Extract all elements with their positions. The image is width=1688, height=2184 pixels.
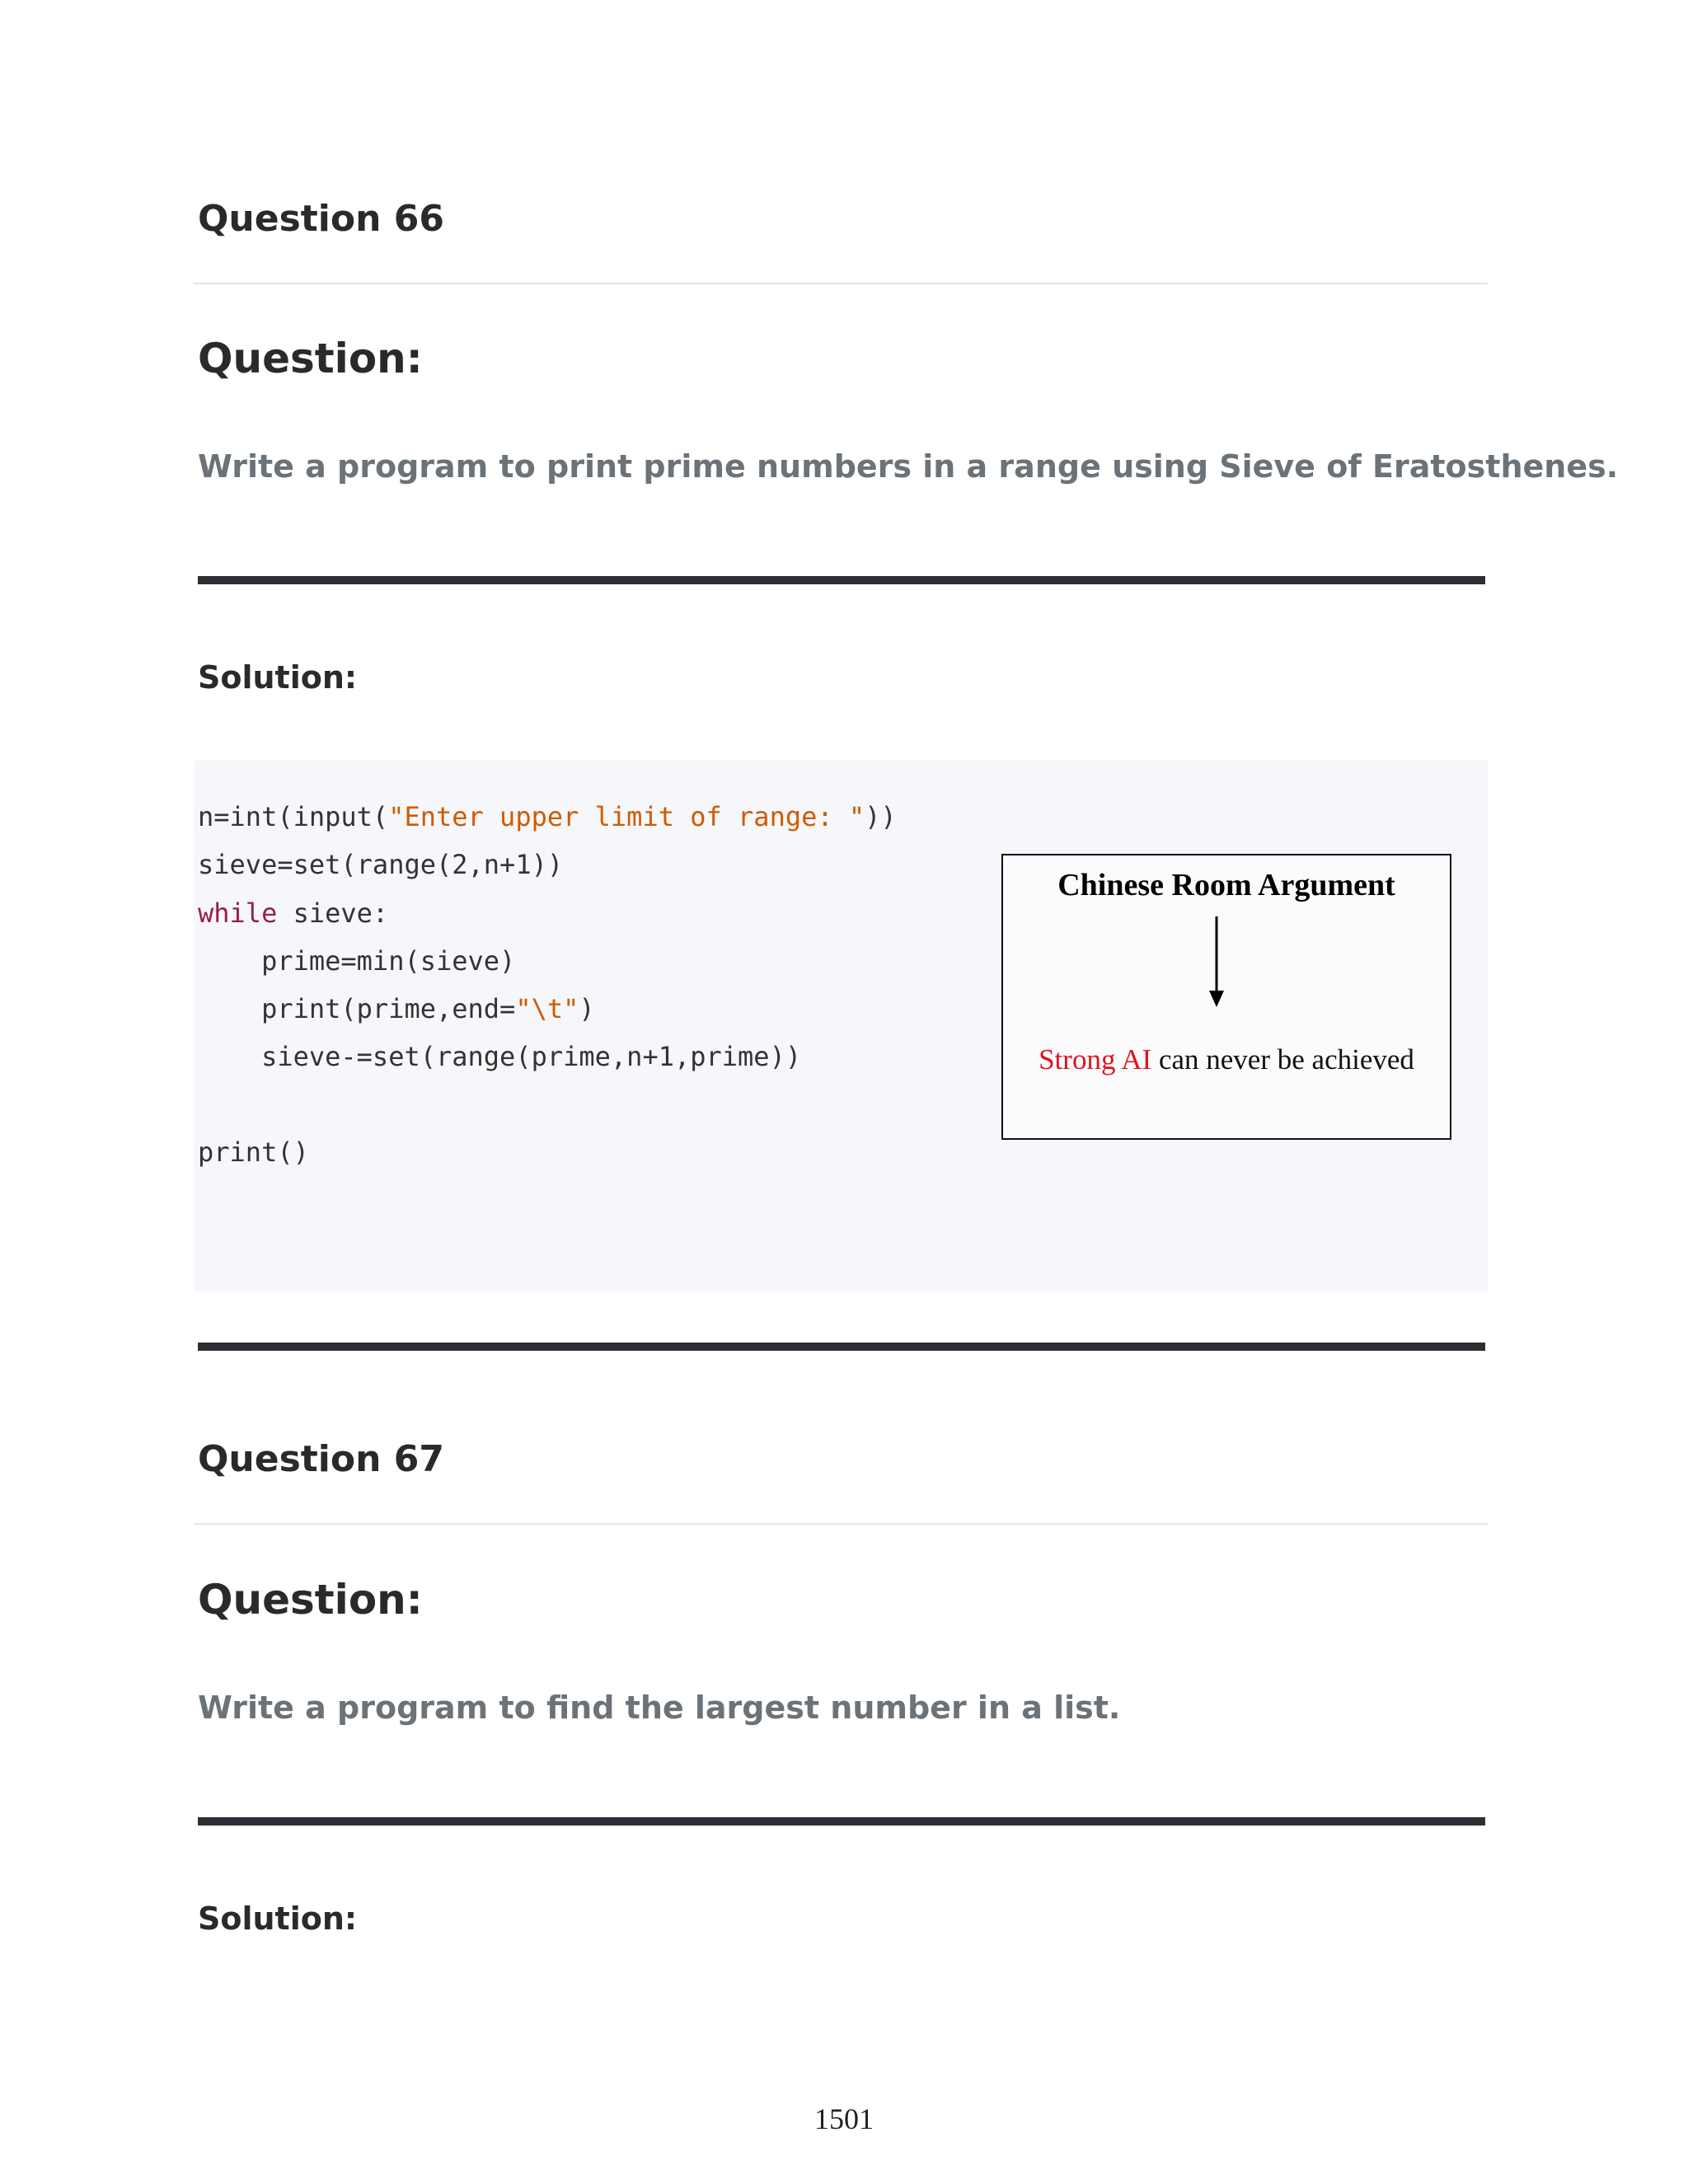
question-67-heading: Question 67 [198,1438,444,1480]
page-number: 1501 [814,2102,874,2135]
divider [194,283,1488,284]
code-line-1: n=int(input("Enter upper limit of range: ")) [198,801,897,832]
diagram-title: Chinese Room Argument [1057,868,1395,902]
code-line-4: prime=min(sieve) [198,945,516,977]
question-label: Question: [198,1576,423,1624]
question-66-heading: Question 66 [198,198,444,240]
divider [194,1523,1488,1525]
solution-label: Solution: [198,1900,358,1937]
code-line-5: print(prime,end="\t") [198,993,595,1024]
section-divider [198,1817,1485,1825]
diagram-conclusion: Strong AI can never be achieved [1039,1043,1414,1076]
section-divider [198,1343,1485,1351]
question-text: Write a program to find the largest number in a list. [198,1690,1121,1726]
code-line-8: print() [198,1137,309,1168]
code-line-2: sieve=set(range(2,n+1)) [198,849,564,880]
chinese-room-diagram [1001,854,1451,1140]
solution-label: Solution: [198,659,358,696]
question-text: Write a program to print prime numbers in a range using Sieve of Eratosthenes. [198,448,1619,485]
code-line-3: while sieve: [198,898,389,929]
code-line-6: sieve-=set(range(prime,n+1,prime)) [198,1041,802,1072]
section-divider [198,576,1485,584]
arrow-down-icon [1003,913,1450,1012]
question-label: Question: [198,335,423,382]
